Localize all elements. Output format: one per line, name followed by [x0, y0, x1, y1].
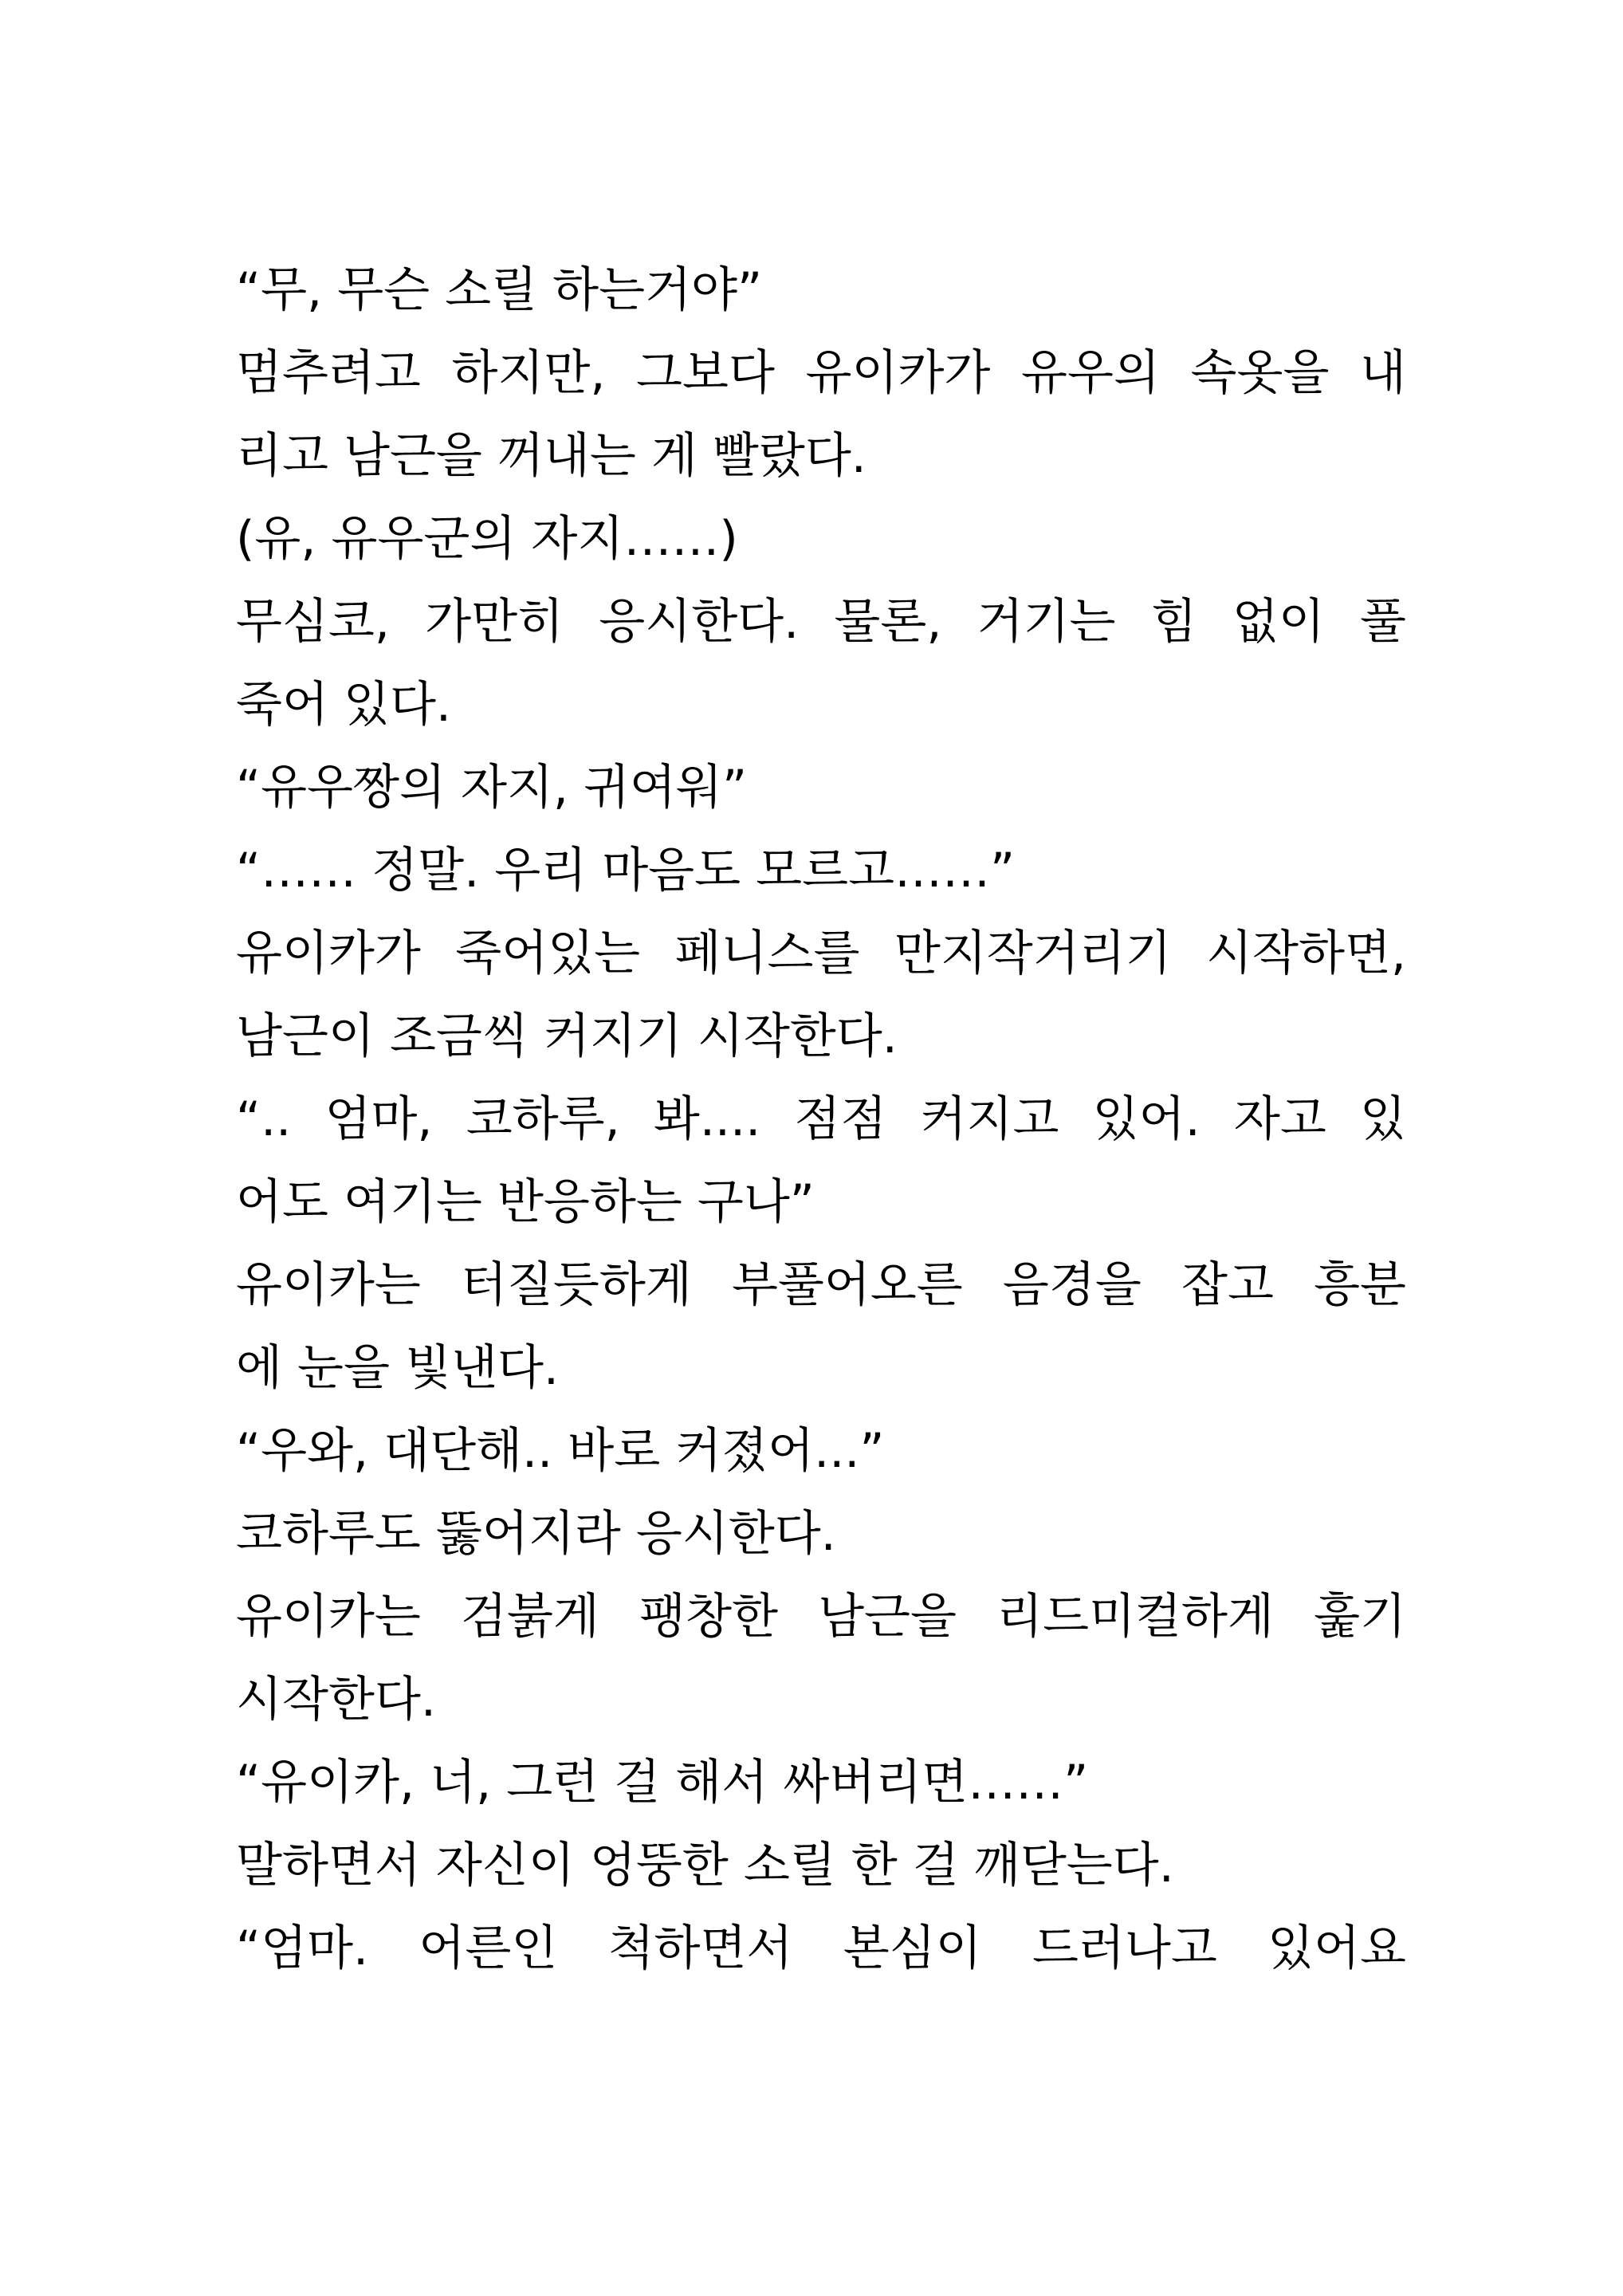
text-line: “우와, 대단해.. 바로 커졌어...”	[236, 1423, 885, 1479]
text-line: “엄마. 어른인 척하면서 본심이 드러나고 있어요	[236, 1921, 1406, 1976]
body-text	[236, 249, 1406, 1990]
text-line: “.. 엄마, 코하루, 봐.... 점점 커지고 있어. 자고 있	[236, 1091, 1406, 1147]
text-line: “유이카, 너, 그런 걸 해서 싸버리면……”	[236, 1755, 1089, 1810]
text-line: 유이카가 죽어있는 페니스를 만지작거리기 시작하면,	[236, 926, 1406, 981]
text-line: 말하면서 자신이 엉뚱한 소릴 한 걸 깨닫는다.	[236, 1838, 1174, 1893]
text-line: “무, 무슨 소릴 하는거야”	[236, 262, 763, 318]
text-line: (유, 유우군의 자지……)	[236, 511, 738, 567]
text-line: 어도 여기는 반응하는 구나”	[236, 1174, 815, 1230]
text-line: 남근이 조금씩 커지기 시작한다.	[236, 1008, 898, 1064]
text-line: 유이카는 검붉게 팽창한 남근을 리드미컬하게 훑기	[236, 1589, 1406, 1645]
text-line: 무심코, 가만히 응시한다. 물론, 거기는 힘 없이 풀	[236, 594, 1406, 650]
text-line: 유이카는 터질듯하게 부풀어오른 음경을 잡고 흥분	[236, 1257, 1406, 1313]
text-line: 죽어 있다.	[236, 677, 451, 733]
text-line: 멈추려고 하지만, 그보다 유이카가 유우의 속옷을 내	[236, 345, 1406, 401]
text-line: “…… 정말. 우리 마음도 모르고……”	[236, 843, 1016, 898]
text-line: 리고 남근을 꺼내는 게 빨랐다.	[236, 428, 867, 484]
text-line: 에 눈을 빛낸다.	[236, 1340, 559, 1396]
text-line: 코하루도 뚫어지라 응시한다.	[236, 1506, 836, 1562]
text-line: “유우짱의 자지, 귀여워”	[236, 760, 748, 816]
text-line: 시작한다.	[236, 1672, 436, 1728]
